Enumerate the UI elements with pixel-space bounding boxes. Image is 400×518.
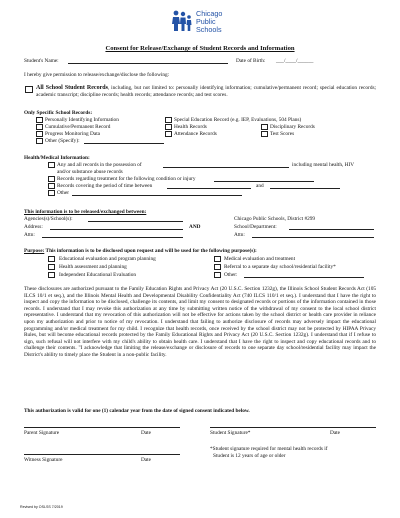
student-footnote-line-2: Student is 12 years of age or older xyxy=(213,453,286,459)
logo xyxy=(170,9,232,35)
checkbox-health-records[interactable] xyxy=(165,124,172,130)
checkbox-progress[interactable] xyxy=(36,131,43,137)
parent-signature-label: Parent Signature xyxy=(24,430,60,436)
disclosure-paragraph: These disclosures are authorized pursuant to the Family Education Rights and Privacy Act (20 U.S.C. Section 1232g), the Illinois School Student Records Act (105 ILCS 10/1 et seq.), and the Illinois Mental Health and Developmental Disability Confidentiality Act (740 ILCS 110/1 et seq.). I understand that I have the right to inspect and copy the information to be disclosed, challenge its contents, and limit my consent to designated records or portions of the information contained in those records. I understand that I may revoke this authorization at any time by submitting written notice of the withdrawal of my consent to the local school district representative. I understand that my revocation of this authorization will not be effective for actions taken by the school district or health care provider in reliance upon my authorization and prior to notice of my revocation. I understand that failing to authorize disclosure of records may adversely impact the educational programming and/or medical treatment for my child. I recognize that health records, once received by the school district may not be protected by HIPAA Privacy Rules, but will become educational records protected by the Family Educational Rights and Privacy Act (20 U.S.C. Section 1232g). I understand that if I refuse to sign, such refusal will not interfere with my child's ability to obtain health care. I understand that I have the right to inspect and copy educational records and to challenge their contents. "I acknowledge that limiting the release/exchange or disclosure of records to one separate day school/residential facility may impact the District's ability to timely place the Student in a non-public facility. xyxy=(24,286,376,358)
checkbox-referral[interactable] xyxy=(214,264,221,270)
agency-field[interactable] xyxy=(88,221,183,222)
specific-pii: Personally Identifying Information xyxy=(45,117,119,123)
specific-health-records: Health Records xyxy=(174,124,207,130)
health-item-1a: Any and all records in the possession of xyxy=(57,162,142,168)
cps-attn-label: Attn: xyxy=(234,232,245,238)
school-dept-label: School/Department: xyxy=(234,224,277,230)
purpose-label: Purpose: xyxy=(24,248,45,254)
cps-attn-field[interactable] xyxy=(252,237,374,238)
checkbox-health-other[interactable] xyxy=(48,190,55,196)
address-field[interactable] xyxy=(50,229,183,230)
purpose-educational-eval: Educational evaluation and program planning xyxy=(59,256,156,262)
witness-date-label: Date xyxy=(141,457,151,463)
checkbox-disciplinary[interactable] xyxy=(261,124,268,130)
checkbox-cumulative[interactable] xyxy=(36,124,43,130)
permission-text: I hereby give permission to release/exchange/disclose the following: xyxy=(24,72,170,78)
checkbox-purpose-other[interactable] xyxy=(214,272,221,278)
agency-label: Agencies(s)/School(s): xyxy=(24,216,73,222)
parent-date-label: Date xyxy=(141,430,151,436)
witness-signature-label: Witness Signature xyxy=(24,457,63,463)
health-heading: Health/Medical Information: xyxy=(24,155,90,161)
school-dept-field[interactable] xyxy=(289,229,374,230)
release-heading: This information is to be released/exchanged between: xyxy=(24,209,147,215)
parent-signature-line[interactable] xyxy=(24,427,180,428)
specific-disciplinary: Disciplinary Records xyxy=(270,124,315,130)
student-footnote-line-1: *Student signature required for mental health records if xyxy=(210,446,328,452)
checkbox-health-all[interactable] xyxy=(48,162,55,168)
checkbox-medical-eval[interactable] xyxy=(214,256,221,262)
checkbox-educational-eval[interactable] xyxy=(48,256,55,262)
health-period-end-field[interactable] xyxy=(270,188,340,189)
purpose-independent-eval: Independent Educational Evaluation xyxy=(59,272,137,278)
dob-label: Date of Birth: xyxy=(236,58,266,64)
health-period-start-field[interactable] xyxy=(167,188,251,189)
all-records-checkbox[interactable] xyxy=(25,86,33,93)
checkbox-attendance[interactable] xyxy=(165,131,172,137)
logo-name-line-1: Chicago xyxy=(196,9,223,18)
attn-field[interactable] xyxy=(42,237,183,238)
student-name-field[interactable] xyxy=(68,63,228,64)
purpose-other: Other: xyxy=(224,272,238,278)
other-specify-field[interactable] xyxy=(84,143,164,144)
all-records-bold: All School Student Records xyxy=(36,85,108,91)
health-item-1b: including mental health, HIV xyxy=(292,162,355,168)
all-records-text xyxy=(36,85,376,98)
student-name-label: Student's Name: xyxy=(24,58,59,64)
address-label: Address: xyxy=(24,224,43,230)
purpose-line xyxy=(24,248,257,254)
purpose-medical-eval: Medical evaluation and treatment xyxy=(224,256,296,262)
health-possession-field[interactable] xyxy=(163,167,289,168)
specific-test-scores: Test Scores xyxy=(270,131,295,137)
specific-progress: Progress Monitoring Data xyxy=(45,131,101,137)
purpose-other-field[interactable] xyxy=(244,277,364,278)
checkbox-special-ed[interactable] xyxy=(165,117,172,123)
logo-name-line-2: Public xyxy=(196,17,216,26)
and-label: AND xyxy=(189,224,201,230)
health-item-2a: and/or substance abuse records xyxy=(57,169,123,175)
witness-signature-line[interactable] xyxy=(24,454,180,455)
specific-other: Other (Specify): xyxy=(45,138,80,144)
dob-field[interactable]: ___/____/______ xyxy=(276,58,314,64)
checkbox-health-condition[interactable] xyxy=(48,176,55,182)
student-signature-line[interactable] xyxy=(210,427,376,428)
health-item-4b: and xyxy=(256,183,264,189)
health-condition-field[interactable] xyxy=(214,181,314,182)
validity-text: This authorization is valid for one (1) calendar year from the date of signed consent indicated below. xyxy=(24,408,250,414)
checkbox-health-period[interactable] xyxy=(48,183,55,189)
attn-label: Attn: xyxy=(24,232,35,238)
all-records-rest: , including, but not limited to: personally identifying information; cumulative/permanent record; special education records; academic transcript; discipline records; health records; attendance records; and test scores. xyxy=(36,85,376,98)
health-item-5a: Other xyxy=(57,190,70,196)
health-item-4a: Records covering the period of time between xyxy=(57,183,153,189)
health-item-3a: Records regarding treatment for the following condition or injury xyxy=(57,176,196,182)
student-signature-label: Student Signature* xyxy=(210,430,251,436)
checkbox-test-scores[interactable] xyxy=(261,131,268,137)
checkbox-other-specify[interactable] xyxy=(36,138,43,144)
purpose-referral: Referral to a separate day school/residential facility* xyxy=(224,264,336,270)
specific-attendance: Attendance Records xyxy=(174,131,217,137)
specific-cumulative: Cumulative/Permanent Record xyxy=(45,124,111,130)
checkbox-pii[interactable] xyxy=(36,117,43,123)
cps-logo-icon xyxy=(170,9,194,33)
student-date-label: Date xyxy=(330,430,340,436)
revision-note: Revised by OSLSS 7/2019 xyxy=(20,505,63,509)
cps-district-label: Chicago Public Schools, District #299 xyxy=(234,216,316,222)
checkbox-independent-eval[interactable] xyxy=(48,272,55,278)
page-title: Consent for Release/Exchange of Student Records and Information xyxy=(105,45,295,52)
logo-name-line-3: Schools xyxy=(196,25,222,34)
purpose-text: This information is to be disclosed upon request and will be used for the following purpose(s): xyxy=(45,248,257,254)
health-other-field[interactable] xyxy=(72,195,242,196)
purpose-health-assessment: Health assessment and planning xyxy=(59,264,127,270)
specific-special-ed: Special Education Record (e.g. IEP, Evaluations, 504 Plans) xyxy=(174,117,302,123)
checkbox-health-assessment[interactable] xyxy=(48,264,55,270)
specific-records-heading: Only Specific School Records: xyxy=(24,110,93,116)
